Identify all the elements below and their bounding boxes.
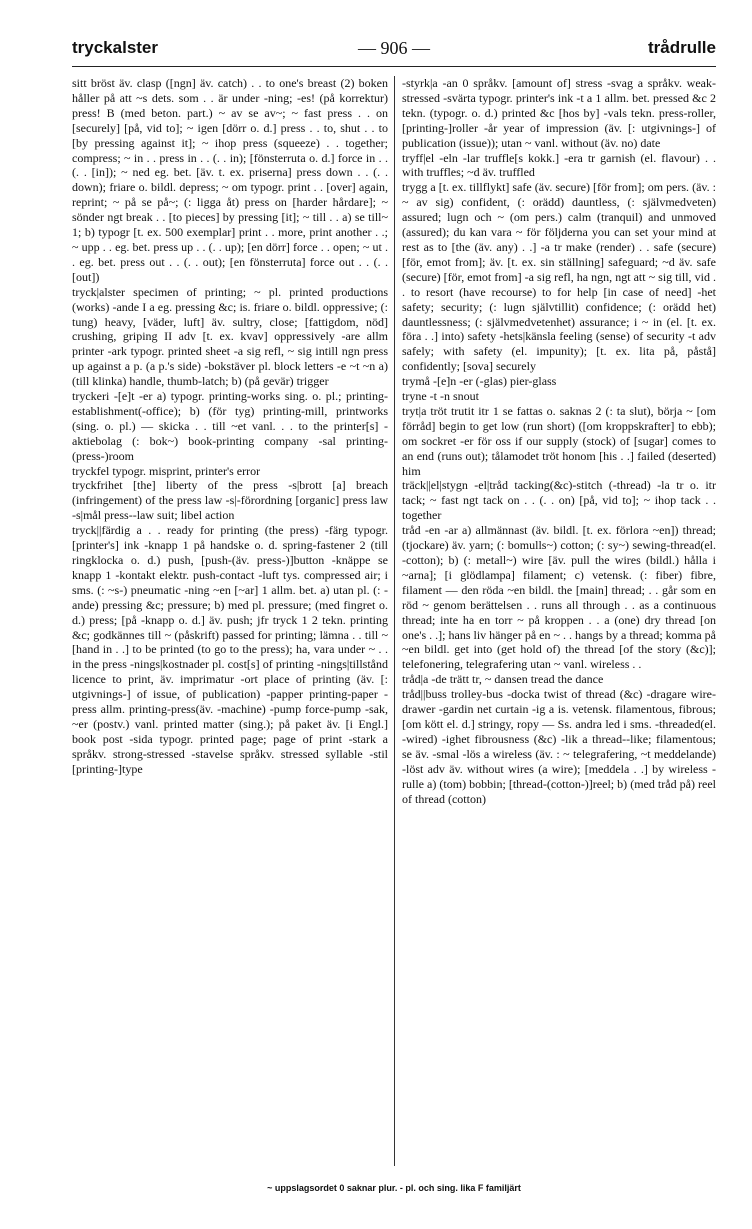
dictionary-entry: tråd|a -de trätt tr, ~ dansen tread the dance <box>402 672 604 687</box>
dictionary-entry: trymå -[e]n -er (-glas) pier-glass <box>402 374 557 389</box>
dictionary-entry: tryckfel typogr. misprint, printer's error <box>72 463 261 478</box>
page-header <box>72 38 716 64</box>
dictionary-columns <box>72 76 716 1166</box>
dictionary-entry: tryff|el -eln -lar truffle[s kokk.] -era tr garnish (el. flavour) . . with truffles; ~d äv. truffled <box>402 150 716 180</box>
dictionary-entry: tryck|alster specimen of printing; ~ pl. printed productions (works) -ande I a eg. pressing &c; is. friare o. bildl. oppressive; (: tung) heavy, [väder, luft] äv. sultry, close; [fattigdom, nöd] crushing, griping II adv [t. ex. kvav] oppressively -are allm printer -ark typogr. printed sheet -a sig refl, ~ sig intill ngn press up against a p. (a p.'s side) -bokstäver pl. block letters -e ~t ~n a) (till klinka) handle, thumb-latch; b) (på gevär) trigger <box>72 284 388 389</box>
dictionary-entry: tråd -en -ar a) allmännast (äv. bildl. [t. ex. förlora ~en]) thread; (tjockare) äv. yarn; (: bomulls~) cotton; (: sy~) sewing-thread(el. -cotton); b) (: metall~) wire [äv. pull the wires (bildl.) hålla i ~arna]; [i glödlampa] filament; c) vetensk. (: fiber) fibre, filament — den röda ~en bildl. the [main] thread; . . går som en röd ~ genom berättelsen . . runs all through . . as a continuous thread; inte ha en torr ~ på kroppen . . a (one) dry thread [on one's . .]; hans liv hänger på en ~ . . hangs by a thread; komma på ~en bildl. get into (get hold of) the thread [of the story (&c)]; telefonering, telegrafering utan ~ vanl. wireless . . <box>402 523 716 672</box>
dictionary-entry: tryt|a tröt trutit itr 1 se fattas o. saknas 2 (: ta slut), börja ~ [om förråd] begin to get low (run short) ([om kroppskrafter] to ebb); om sockret -er för oss if our supply (stock) of [sugar] comes to an end (runs out); tålamodet tröt honom [his . .] failed (deserted) him <box>402 403 716 478</box>
left-column <box>72 76 394 1166</box>
dictionary-entry: tryck||färdig a . . ready for printing (the press) -färg typogr. [printer's] ink -knapp 1 på handske o. d. spring-fastener 2 (till ringklocka o. d.) push, [push-(äv. press-)]button -knäppe se knapp 1 -kontakt elektr. push-contact -luft tys. compressed air; i sms. (: ~s-) pneumatic -ning ~en [~ar] 1 allm. bet. a) utan pl. (: -ande) pressing &c; pressure; b) med pl. pressure; (med fingret o. d.) press; [på -knapp o. d.] äv. push; jfr tryck 1 2 tekn. printing &c; godkännes till ~ (påskrift) passed for printing; lämna . . till ~ [hand in . .] to be printed (to go to the press); ha, vara under ~ . . in the press -nings|kostnader pl. cost[s] of printing -nings|tillstånd licence to print, äv. imprimatur -ort place of printing (äv. [: utgivnings-] of issue, of publication) -papper printing-paper -press allm. printing-press(äv. -machine) -pump force-pump -sak, ~er (postv.) vanl. printed matter (sing.); på paket äv. [i Engl.] book post -sida typogr. printed page; page of print -stark a språkv. strong-stressed -stavelse språkv. stressed syllable -stil [printing-]type <box>72 523 388 776</box>
dictionary-entry: tryckeri -[e]t -er a) typogr. printing-works sing. o. pl.; printing-establishment(-office); b) (för tyg) printing-mill, printworks (sing. o. pl.) — skicka . . till ~et vanl. . . to the printer[s] -aktiebolag (: bok~) book-printing company -sal printing-(press-)room <box>72 389 388 463</box>
page-number: — 906 — <box>358 38 430 58</box>
dictionary-entry: tryne -t -n snout <box>402 389 479 404</box>
right-column <box>394 76 716 1166</box>
dictionary-entry: träck||el|stygn -el|tråd tacking(&c)-stitch (-thread) -la tr o. itr tack; ~ fast ngt tack on . . (. . on) [på, vid to]; ~ ihop tack . . together <box>402 478 716 523</box>
dictionary-entry: tryckfrihet [the] liberty of the press -s|brott [a] breach (infringement) of the press law -s|-förordning [organic] press law -s|mål press--law suit; libel action <box>72 478 388 523</box>
header-last-word: trådrulle <box>647 38 716 57</box>
dictionary-entry: -styrk|a -an 0 språkv. [amount of] stress -svag a språkv. weak-stressed -svärta typogr. printer's ink -t a 1 allm. bet. pressed &c 2 tekn. (typogr. o. d.) printed &c [hos by] -vals tekn. press-roller, [printing-]roller -år year of impression (äv. [: utgivnings-] of publication (issue)); utan ~ vanl. without (äv. no) date <box>402 76 716 150</box>
dictionary-entry: trygg a [t. ex. tillflykt] safe (äv. secure) [för from]; om pers. (äv. : ~ av sig) confident, (: orädd) dauntless, (: självmedveten) assured; lugn och ~ (om pers.) calm (tranquil) and unmoved (assured); du kan vara ~ för följderna you can set your mind at rest as to [the (äv. any) . .] -a tr make (render) . . safe (secure) [för, emot from]; äv. [t. ex. sin ställning] safeguard; ~d äv. safe (secure) [för, emot from] -a sig refl, ha ngn, ngt att ~ sig till, vid . . to resort (have recourse) to for help [in case of need] -het safety; security; (: lugn självtillit) confidence; (: orädd het) dauntlessness; (: självmedvetenhet) assurance; i ~ in (el. [t. ex. föra . .] into) safety -hets|känsla feeling (sense) of security -t adv safely; with safety (el. impunity); [t. ex. lita på, påstå] confidently; [sova] securely <box>402 180 716 374</box>
header-rule <box>72 66 716 67</box>
header-first-word: tryckalster <box>72 38 159 57</box>
dictionary-entry: sitt bröst äv. clasp ([ngn] äv. catch) . . to one's breast (2) boken håller på att ~s dets. som . . är under -ning; -es! (på korrektur) press! B (med beton. part.) ~ av se av~; ~ fast press . . on [securely] [på, vid to]; ~ igen [dörr o. d.] press . . to, shut . . to [by pressing against it]; ~ ihop press (squeeze) . . together; compress; ~ in . . press in . . (. . in); [fönsterruta o. d.] force in . . (. . [in]); ~ ned eg. bet. [äv. t. ex. priserna] press down . . (. . down); friare o. bildl. depress; ~ om typogr. print . . [over] again, reprint; ~ på se på~; (: ligga åt) press on [harder hårdare]; ~ sönder ngt break . . [to pieces] by pressing [it]; ~ till . . a) se till~ 1; b) typogr [t. ex. 500 exemplar] print . . more, print another . .; ~ upp . . eg. bet. press up . . (. . up); [en dörr] force . . open; ~ ut . . eg. bet. press out . . (. . out); [en fönsterruta] force out . . (. . [out]) <box>72 76 388 284</box>
abbreviation-legend: ~ uppslagsordet 0 saknar plur. - pl. och sing. lika F familjärt <box>267 1183 521 1193</box>
dictionary-entry: tråd||buss trolley-bus -docka twist of thread (&c) -dragare wire-drawer -gardin net curtain -ig a is. vetensk. filamentous, fibrous; [om kött el. d.] stringy, ropy — Ss. andra led i sms. -threaded(el. -wired) -ighet fibrousness (&c) -lik a thread--like; filamentous; se äv. -smal -lös a wireless (äv. : ~ telegrafering, ~t meddelande) -löst adv äv. without wires (a wire); [meddela . .] by wireless -rulle a) (tom) bobbin; [thread-(cotton-)]reel; b) (med tråd på) reel of thread (cotton) <box>402 687 716 806</box>
